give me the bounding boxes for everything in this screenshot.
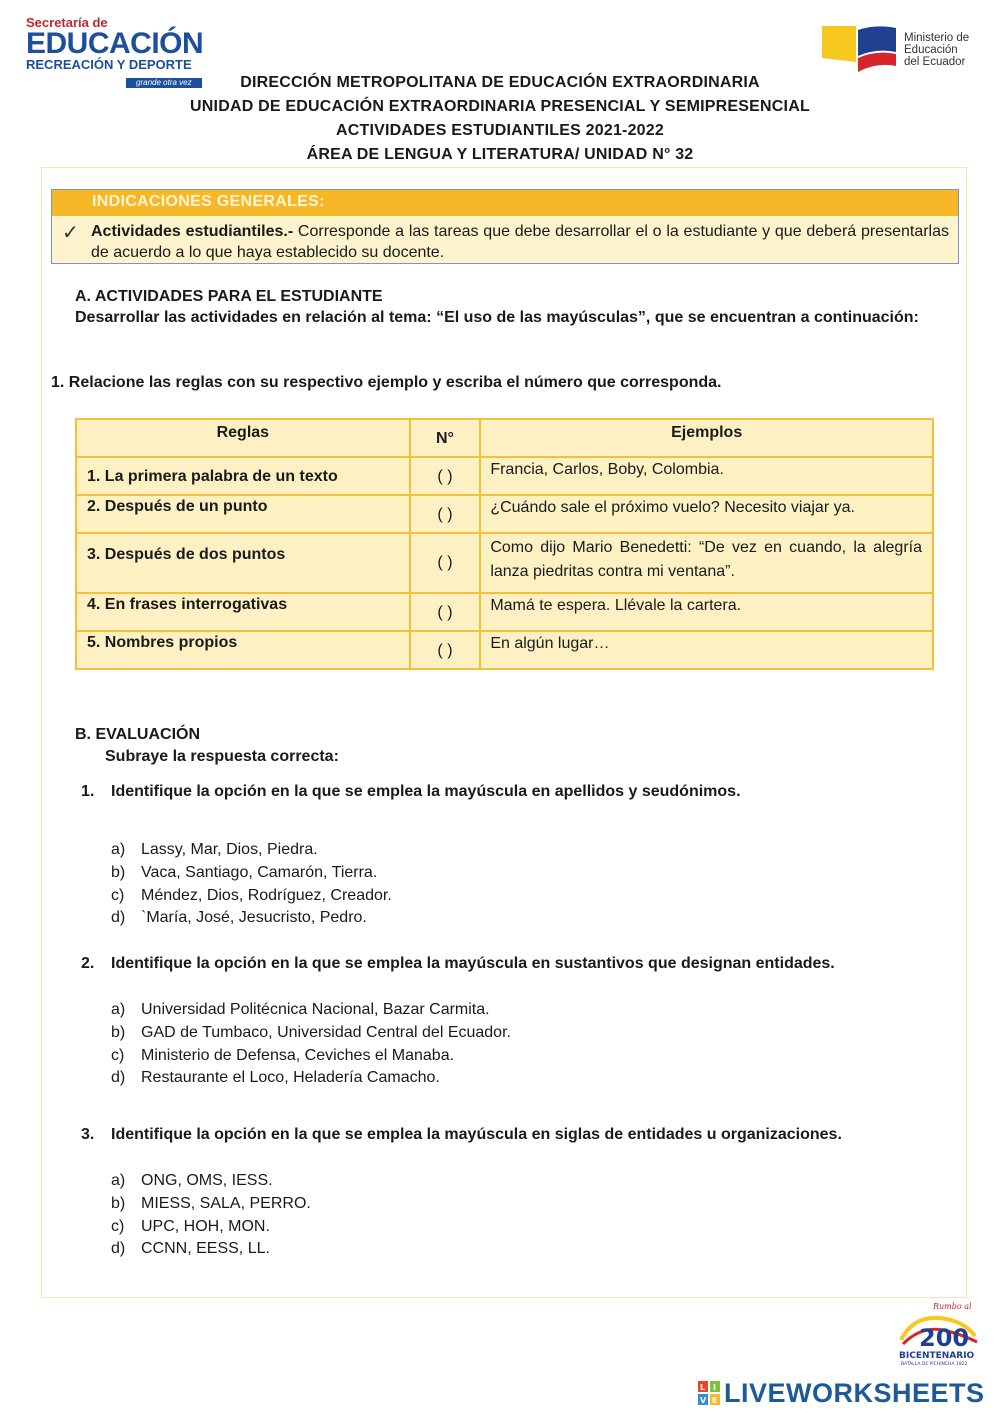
table-row — [76, 631, 933, 669]
option-text: Vaca, Santiago, Camarón, Tierra. — [141, 863, 378, 881]
bicentenario-script: Rumbo al — [933, 1302, 972, 1311]
svg-text:L: L — [700, 1383, 706, 1392]
option-text: MIESS, SALA, PERRO. — [141, 1194, 311, 1212]
option-text: Lassy, Mar, Dios, Piedra. — [141, 841, 318, 858]
example-cell: Como dijo Mario Benedetti: “De vez en cuando, la alegría lanza piedritas contra mi ventana”. — [480, 533, 933, 593]
option-letter: d) — [111, 1240, 126, 1258]
header-rules: Reglas — [76, 419, 410, 457]
option-letter: b) — [111, 1194, 126, 1212]
rule-cell: 1. La primera palabra de un texto — [76, 457, 410, 495]
option-text: Universidad Politécnica Nacional, Bazar Carmita. — [141, 1001, 490, 1018]
logo-line: Ministerio de — [904, 32, 970, 44]
option-b[interactable] — [111, 862, 392, 885]
option-d[interactable] — [111, 1238, 311, 1261]
table-row — [76, 593, 933, 631]
option-b[interactable] — [111, 1193, 311, 1216]
section-a — [75, 286, 959, 328]
option-c[interactable] — [111, 1216, 311, 1239]
table-row — [76, 495, 933, 533]
option-letter: c) — [111, 886, 125, 904]
answer-blank[interactable]: ( ) — [410, 533, 481, 593]
rule-cell: 4. En frases interrogativas — [76, 593, 410, 631]
option-c[interactable] — [111, 885, 392, 908]
bicentenario-number: 200 — [919, 1324, 970, 1352]
option-c[interactable] — [111, 1045, 511, 1068]
checkmark-icon: ✓ — [62, 222, 79, 244]
header-examples: Ejemplos — [480, 419, 933, 457]
svg-text:I: I — [713, 1383, 716, 1392]
option-text: GAD de Tumbaco, Universidad Central del Ecuador. — [141, 1023, 511, 1041]
section-b-title: B. EVALUACIÓN — [75, 726, 201, 743]
indicaciones-body: Corresponde a las tareas que debe desarrollar el o la estudiante y que deberá presentarlas de acuerdo a lo que haya establecido su docente. — [91, 223, 949, 261]
liveworksheets-word: LIVEWORKSHEETS — [724, 1378, 985, 1408]
option-letter: a) — [111, 1172, 126, 1189]
option-text: Méndez, Dios, Rodríguez, Creador. — [141, 886, 392, 904]
section-b — [75, 724, 339, 768]
question-2 — [81, 955, 835, 973]
option-letter: b) — [111, 1023, 126, 1041]
indicaciones-term: Actividades estudiantiles.- — [91, 223, 294, 240]
answer-blank[interactable]: ( ) — [410, 457, 481, 495]
table-header-row — [76, 419, 933, 457]
option-text: Ministerio de Defensa, Ceviches el Manaba. — [141, 1046, 455, 1064]
indicaciones-header — [52, 190, 958, 216]
question-2-options — [111, 999, 511, 1090]
svg-text:V: V — [700, 1396, 707, 1405]
option-text: `María, José, Jesucristo, Pedro. — [141, 909, 367, 927]
option-a[interactable] — [111, 1170, 311, 1193]
question-text: Identifique la opción en la que se emplea la mayúscula en sustantivos que designan entidades. — [111, 955, 835, 972]
liveworksheets-tag-icon — [698, 1381, 720, 1405]
answer-blank[interactable]: ( ) — [410, 631, 481, 669]
header-line-1: DIRECCIÓN METROPOLITANA DE EDUCACIÓN EXTRAORDINARIA — [240, 74, 760, 91]
option-b[interactable] — [111, 1022, 511, 1045]
header-line-3: ACTIVIDADES ESTUDIANTILES 2021-2022 — [336, 122, 664, 139]
svg-text:E: E — [712, 1396, 718, 1405]
option-letter: c) — [111, 1217, 125, 1235]
example-cell: Mamá te espera. Llévale la cartera. — [480, 593, 933, 631]
option-text: Restaurante el Loco, Heladería Camacho. — [141, 1069, 440, 1087]
example-cell: ¿Cuándo sale el próximo vuelo? Necesito viajar ya. — [480, 495, 933, 533]
logo-line: del Ecuador — [904, 56, 966, 68]
question-text: Identifique la opción en la que se emplea la mayúscula en apellidos y seudónimos. — [111, 783, 741, 800]
rule-cell: 2. Después de un punto — [76, 495, 410, 533]
secretaria-educacion-logo — [26, 15, 206, 87]
ecuador-flag-icon — [820, 22, 898, 74]
option-text: CCNN, EESS, LL. — [141, 1240, 270, 1258]
example-cell: En algún lugar… — [480, 631, 933, 669]
table-row — [76, 533, 933, 593]
answer-blank[interactable]: ( ) — [410, 495, 481, 533]
answer-blank[interactable]: ( ) — [410, 593, 481, 631]
indicaciones-box — [51, 189, 959, 264]
question-text: Identifique la opción en la que se emplea la mayúscula en siglas de entidades u organizaciones. — [111, 1126, 842, 1143]
header-line-2: UNIDAD DE EDUCACIÓN EXTRAORDINARIA PRESENCIAL Y SEMIPRESENCIAL — [190, 98, 810, 115]
rules-table — [75, 418, 934, 670]
option-a[interactable] — [111, 999, 511, 1022]
bicentenario-logo — [893, 1300, 985, 1370]
question-1-options — [111, 839, 392, 930]
option-letter: d) — [111, 1069, 126, 1087]
question-number: 1. — [81, 783, 95, 800]
option-a[interactable] — [111, 839, 392, 862]
logo-line: Educación — [904, 44, 958, 56]
option-d[interactable] — [111, 907, 392, 930]
ministerio-educacion-logo — [820, 22, 990, 74]
bicentenario-word: BICENTENARIO — [899, 1351, 975, 1361]
logo-line: RECREACIÓN Y DEPORTE — [26, 57, 192, 72]
table-row — [76, 457, 933, 495]
question-number: 3. — [81, 1126, 95, 1143]
option-text: UPC, HOH, MON. — [141, 1217, 270, 1235]
option-letter: a) — [111, 1001, 126, 1018]
rule-cell: 3. Después de dos puntos — [76, 533, 410, 593]
section-a-title: A. ACTIVIDADES PARA EL ESTUDIANTE — [75, 288, 383, 305]
question-3-options — [111, 1170, 311, 1261]
bicentenario-small: BATALLA DE PICHINCHA 1822 — [901, 1362, 968, 1367]
question-3 — [81, 1126, 842, 1144]
option-letter: b) — [111, 863, 126, 881]
example-cell: Francia, Carlos, Boby, Colombia. — [480, 457, 933, 495]
section-b-subtitle: Subraye la respuesta correcta: — [105, 748, 339, 765]
activity-1-instruction: 1. Relacione las reglas con su respectivo ejemplo y escriba el número que corresponda. — [51, 374, 722, 391]
option-letter: c) — [111, 1046, 125, 1064]
section-a-description: Desarrollar las actividades en relación al tema: “El uso de las mayúsculas”, que se encuentran a continuación: — [75, 309, 919, 326]
logo-line: EDUCACIÓN — [26, 27, 204, 60]
logo-line: Secretaría de — [26, 15, 108, 30]
option-letter: d) — [111, 909, 126, 927]
indicaciones-title: INDICACIONES GENERALES: — [92, 193, 325, 210]
option-text: ONG, OMS, IESS. — [141, 1172, 273, 1189]
question-number: 2. — [81, 955, 95, 972]
question-1 — [81, 783, 741, 801]
header-number: N° — [410, 419, 481, 457]
indicaciones-text — [91, 221, 949, 263]
option-d[interactable] — [111, 1067, 511, 1090]
bicentenario-emblem-icon — [893, 1300, 985, 1370]
rule-cell: 5. Nombres propios — [76, 631, 410, 669]
logo-tagline: grande otra vez — [126, 78, 202, 88]
option-letter: a) — [111, 841, 126, 858]
header-line-4: ÁREA DE LENGUA Y LITERATURA/ UNIDAD N° 32 — [306, 146, 694, 163]
